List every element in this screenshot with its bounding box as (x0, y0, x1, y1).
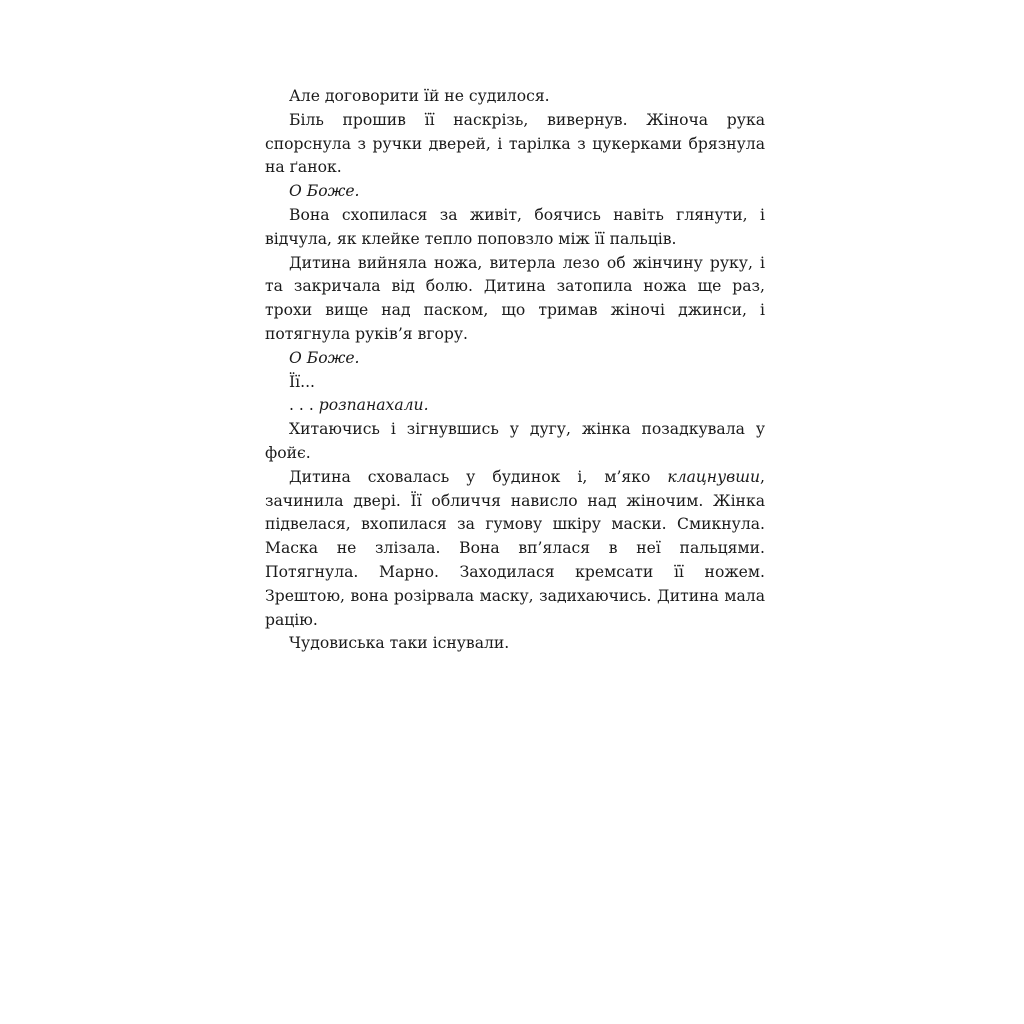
italic-segment: розпанахали. (318, 396, 429, 415)
text-segment: Чудовиська таки існували. (289, 634, 510, 653)
paragraph (265, 418, 765, 466)
paragraph (265, 180, 765, 204)
paragraph (265, 632, 765, 656)
paragraph (265, 466, 765, 633)
italic-segment: О Боже. (289, 348, 360, 367)
paragraph (265, 252, 765, 347)
body-text (265, 85, 765, 656)
text-segment: Дитина вийняла ножа, витерла лезо об жінчину руку, і та закричала від болю. Дитина затопила ножа ще раз, трохи вище над паском, що тримав жіночі джинси, і потягнула руків’я вгору. (265, 253, 765, 343)
italic-segment: О Боже. (289, 182, 360, 201)
text-segment: Її... (289, 372, 316, 391)
paragraph (265, 371, 765, 395)
paragraph (265, 85, 765, 109)
paragraph (265, 204, 765, 252)
text-segment: , зачинила двері. Її обличчя нависло над жіночим. Жінка підвелася, вхопилася за гумову шкіру маски. Смикнула. Маска не злізала. Вона вп’ялася в неї пальцями. Потягнула. Марно. Заходилася кремсати її ножем. Зрештою, вона розірвала маску, задихаючись. Дитина мала рацію. (265, 467, 765, 629)
italic-segment: клацнувши (667, 467, 761, 486)
text-segment: Хитаючись і зігнувшись у дугу, жінка позадкувала у фойє. (265, 420, 765, 462)
paragraph (265, 109, 765, 180)
paragraph (265, 394, 765, 418)
text-segment: Дитина сховалась у будинок і, м’яко (289, 467, 668, 486)
text-segment: Вона схопилася за живіт, боячись навіть глянути, і відчула, як клейке тепло поповзло між її пальців. (265, 205, 765, 248)
text-segment: . . . (289, 396, 319, 415)
text-segment: Але договорити їй не судилося. (289, 87, 550, 105)
paragraph (265, 347, 765, 371)
text-segment: Біль прошив її наскрізь, вивернув. Жіноча рука спорснула з ручки дверей, і тарілка з цукерками брязнула на ґанок. (265, 110, 765, 177)
